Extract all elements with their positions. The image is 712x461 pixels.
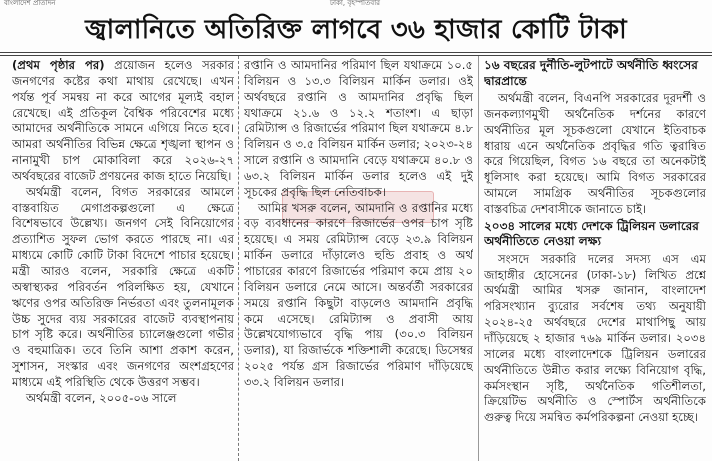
column-divider-2 bbox=[478, 56, 479, 461]
subheading: ১৬ বছরের দুর্নীতি-লুটপাটে অর্থনীতি ধ্বংসের দ্বারপ্রান্তে bbox=[484, 58, 698, 88]
paragraph bbox=[484, 91, 706, 218]
paragraph-text: প্রয়োজন হলেও সরকার জনগণের কষ্টের কথা মাথায় রেখেছে। এখন পর্যন্ত পূর্ব সমন্বয় না করে আগের মূল্যই বহাল রেখেছে। এই প্রতিকূল বৈশ্বিক পরিবেশের মধ্যে আমাদের অর্থনীতিকে সামনে এগিয়ে নিতে হবে। আমরা অর্থনীতির বিভিন্ন ক্ষেত্রে শৃঙ্খলা স্থাপন ও নানামুখী চাপ মোকাবিলা করে ২০২৬-২৭ অর্থবছরের বাজেট প্রণয়নের কাজ হাতে নিয়েছি। bbox=[12, 58, 234, 183]
headline-rule bbox=[0, 52, 712, 53]
paragraph bbox=[12, 391, 234, 407]
paragraph-text: অর্থমন্ত্রী বলেন, বিএনপি সরকারের দূরদর্শী ও জনকল্যাণমুখী অর্থনৈতিক দর্শনের কারণে অর্থনীতির মূল সূচকগুলো যেখানে ইতিবাচক ধারায় এনে অর্থনৈতিক প্রবৃদ্ধির গতি ত্বরান্বিত করে গিয়েছিল, বিগত ১৬ বছরে তা অনেকটাই ধূলিসাৎ করা হয়েছে। আমি বিগত সরকারের আমলে সামগ্রিক অর্থনীতির সূচকগুলোর বাস্তবচিত্র দেশবাসীকে জানাতে চাই। bbox=[484, 91, 706, 216]
article-column-2 bbox=[244, 58, 473, 461]
page-header-strip bbox=[0, 0, 712, 9]
article-column-3 bbox=[484, 58, 706, 461]
article-column-1 bbox=[12, 58, 234, 461]
paragraph bbox=[12, 185, 234, 391]
paragraph bbox=[244, 201, 473, 391]
paragraph-text: রপ্তানি ও আমদানির পরিমাণ ছিল যথাক্রমে ১০.৫ বিলিয়ন ও ১৩.৩ বিলিয়ন মার্কিন ডলার। ওই অর্থবছরে রপ্তানি ও আমদানির প্রবৃদ্ধি ছিল যথাক্রমে ২১.৬ ও ১২.২ শতাংশ। এ ছাড়া রেমিট্যান্স ও রিজার্ভের পরিমাণ ছিল যথাক্রমে ৪.৮ বিলিয়ন ও ৩.৫ বিলিয়ন মার্কিন ডলার; ২০২৩-২৪ সালে রপ্তানি ও আমদানি বেড়ে যথাক্রমে ৪০.৮ ও ৬৩.২ বিলিয়ন মার্কিন ডলার হলেও এই দুই সূচকের প্রবৃদ্ধি ছিল নেতিবাচক। bbox=[244, 58, 473, 199]
paragraph-text: আমির খসরু বলেন, আমদানি ও রপ্তানির মধ্যে বড় ব্যবধানের কারণে রিজার্ভের ওপর চাপ সৃষ্টি হয়েছে। এ সময় রেমিট্যান্স বেড়ে ২৩.৯ বিলিয়ন মার্কিন ডলারে দাঁড়ালেও হুন্ডি প্রবাহ ও অর্থ পাচারের কারণে রিজার্ভের পরিমাণ কমে প্রায় ২০ বিলিয়ন ডলারে নেমে আসে। অন্তর্বর্তী সরকারের সময়ে রপ্তানি কিছুটা বাড়লেও আমদানি প্রবৃদ্ধি কমে এসেছে। রেমিট্যান্স ও প্রবাসী আয় উল্লেখযোগ্যভাবে বৃদ্ধি পায় (৩০.৩ বিলিয়ন ডলার), যা রিজার্ভকে শক্তিশালী করেছে। ডিসেম্বর ২০২৫ পর্যন্ত গ্রস রিজার্ভের পরিমাণ দাঁড়িয়েছে ৩৩.২ বিলিয়ন ডলার। bbox=[244, 200, 473, 389]
page-header-right: ঢাকা, বৃহস্পতিবার bbox=[330, 0, 381, 7]
paragraph bbox=[12, 58, 234, 185]
subheading: ২০৩৪ সালের মধ্যে দেশকে ট্রিলিয়ন ডলারের অর্থনীতিতে নেওয়া লক্ষ্য bbox=[484, 218, 699, 249]
paragraph-text: সংসদে সরকারি দলের সদস্য এস এম জাহাঙ্গীর হোসেনের (ঢাকা-১৮) লিখিত প্রশ্নে অর্থমন্ত্রী আমির খসরু জানান, বাংলাদেশ পরিসংখ্যান ব্যুরোর সর্বশেষ তথ্য অনুযায়ী ২০২৪-২৫ অর্থবছরে দেশের মাথাপিছু আয় দাঁড়িয়েছে ২ হাজার ৭৬৯ মার্কিন ডলার। ২০৩৪ সালের মধ্যে বাংলাদেশকে ট্রিলিয়ন ডলারের অর্থনীতিতে উন্নীত করার লক্ষ্যে বিনিয়োগ বৃদ্ধি, কর্মসংস্থান সৃষ্টি, অর্থনৈতিক গতিশীলতা, ক্রিয়েটিভ অর্থনীতি ও স্পোর্টস অর্থনীতিকে গুরুত্ব দিয়ে সমন্বিত কর্মপরিকল্পনা নেওয়া হচ্ছে। bbox=[484, 251, 706, 425]
paragraph-text: অর্থমন্ত্রী বলেন, ২০০৫-০৬ সালে bbox=[26, 390, 177, 405]
paragraph bbox=[244, 58, 473, 201]
column-divider-1 bbox=[238, 56, 239, 461]
paragraph bbox=[484, 252, 706, 426]
continuation-marker: (প্রথম পৃষ্ঠার পর) bbox=[12, 58, 105, 72]
paragraph-text: অর্থমন্ত্রী বলেন, বিগত সরকারের আমলে বাস্তবায়িত মেগাপ্রকল্পগুলো এ ক্ষেত্রে বিশেষভাবে উল্লেখ্য। জনগণ সেই বিনিয়োগের প্রত্যাশিত সুফল ভোগ করতে পারছে না। এর মাধ্যমে কোটি কোটি টাকা বিদেশে পাচার হয়েছে। মন্ত্রী আরও বলেন, সরকারি ক্ষেত্রে একটি অস্বাস্থ্যকর পরিবর্তন পরিলক্ষিত হয়, যেখানে ঋণের ওপর অতিরিক্ত নির্ভরতা এবং তুলনামূলক উচ্চ সুদের ব্যয় সরকারের বাজেট ব্যবস্থাপনায় চাপ সৃষ্টি করে। অর্থনীতির চ্যালেঞ্জগুলো গভীর ও বহুমাত্রিক। তবে তিনি আশা প্রকাশ করেন, সুশাসন, সংস্কার এবং জনগণের অংশগ্রহণের মাধ্যমে এই পরিস্থিতি থেকে উত্তরণ সম্ভব। bbox=[12, 184, 234, 389]
page-header-left: বাংলাদেশ প্রতিদিন bbox=[4, 0, 56, 7]
article-headline: জ্বালানিতে অতিরিক্ত লাগবে ৩৬ হাজার কোটি টাকা bbox=[85, 15, 627, 45]
headline-rule-secondary bbox=[0, 55, 712, 56]
